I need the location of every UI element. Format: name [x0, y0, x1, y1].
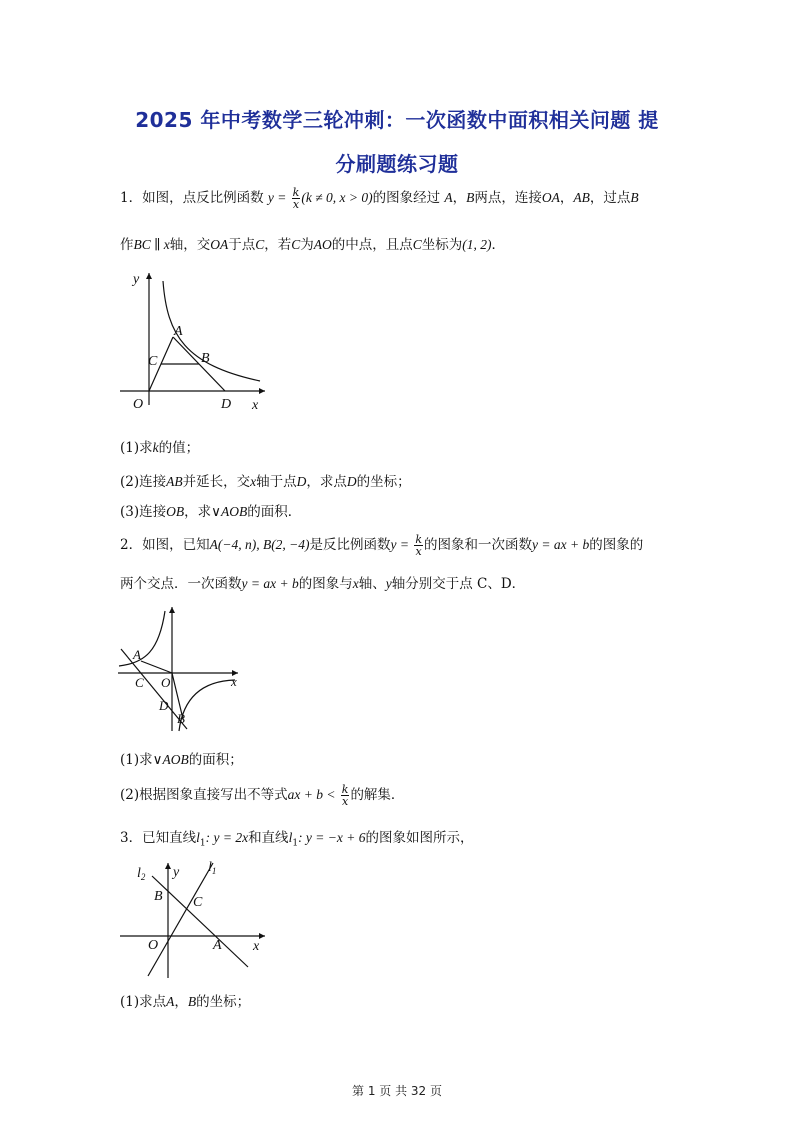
numerator: k [341, 783, 349, 796]
text: 如图，已知 [142, 537, 210, 553]
x-axis-arrow [259, 388, 265, 394]
problem-1-line1: 1．如图，点反比例函数 y = $\frac{k}{x}$ (k ≠ 0, x > 0)的图象经过 A，B两点，连接OA，AB，过点B [120, 186, 639, 211]
text: (2)连接 [120, 474, 167, 490]
text: 的中点，且点 [331, 237, 413, 253]
problem-3-line1 [120, 826, 474, 849]
text: 是反比例函数 [309, 537, 391, 553]
math-linear: y = ax + b [532, 537, 590, 552]
label-B: B [154, 889, 163, 904]
subscript: 1 [292, 838, 299, 849]
label-y: y [133, 272, 140, 287]
math: D [296, 474, 307, 489]
label-l2: $l_2$ [137, 866, 146, 882]
math-points: A(−4, n), B(2, −4) [209, 537, 310, 552]
text: 的面积； [188, 752, 243, 768]
x-axis-arrow [259, 933, 265, 939]
text: 并延长，交 [182, 474, 251, 490]
text: (1)求∨ [120, 752, 163, 768]
text: 的值； [158, 440, 200, 456]
y-axis-arrow [165, 863, 171, 869]
math: x [250, 474, 257, 489]
math: k [152, 440, 159, 455]
math-C: C [255, 237, 265, 252]
math-BC-parallel-x: BC ∥ x [133, 237, 170, 252]
math-C: C [412, 237, 422, 252]
math-l: l [196, 830, 200, 845]
label-x: x [252, 398, 259, 413]
document-title-line1: 2025 年中考数学三轮冲刺：一次函数中面积相关问题 提 [135, 108, 659, 132]
label-D: D [159, 698, 169, 713]
math-coordinate: (1, 2) [462, 237, 492, 252]
problem-1-question-3 [120, 500, 301, 520]
problem-1-question-2 [120, 470, 411, 490]
math-A: A [444, 190, 453, 205]
math: ax + b < [287, 787, 336, 802]
text: 作 [120, 237, 134, 253]
figure-3-two-lines [115, 855, 275, 980]
label-C: C [135, 675, 144, 690]
text: 两个交点．一次函数 [120, 576, 242, 592]
numerator: k [415, 533, 422, 546]
label-C: C [193, 895, 203, 910]
label-x: x [231, 674, 237, 689]
text: ， [174, 994, 188, 1010]
y-axis-arrow [146, 273, 152, 279]
math-B: B [630, 190, 639, 205]
label-B: B [201, 351, 210, 366]
text: 的图象经过 [372, 190, 441, 206]
label-A: A [133, 647, 141, 662]
math: D [346, 474, 357, 489]
math-x: x [352, 576, 359, 591]
math: A [166, 994, 175, 1009]
math: AB [166, 474, 183, 489]
label-A: A [174, 324, 183, 339]
text: 坐标为 [421, 237, 463, 253]
text: 的面积． [247, 504, 302, 520]
denominator: x [292, 198, 300, 211]
math: AOB [162, 752, 189, 767]
fraction-k-over-x [292, 187, 301, 210]
fraction-k-over-x [414, 534, 423, 557]
math-B: B [466, 190, 475, 205]
math-eq2: : y = −x + 6 [298, 830, 366, 845]
text: 于点 [228, 237, 256, 253]
problem-1-question-1 [120, 436, 199, 456]
text: 的坐标； [196, 994, 251, 1010]
math-eq1: : y = 2x [205, 830, 249, 845]
problem-2-line2 [120, 572, 525, 592]
line-l1 [148, 863, 213, 976]
text: 为 [300, 237, 314, 253]
math-C: C [291, 237, 301, 252]
page-footer: 第 1 页 共 32 页 [352, 1084, 442, 1098]
text: 如图，点反比例函数 [142, 190, 264, 206]
denominator: x [341, 795, 349, 808]
problem-number: 1． [120, 190, 143, 206]
text: (1)求 [120, 440, 153, 456]
text: 两点，连接 [474, 190, 542, 206]
text: (1)求点 [120, 994, 167, 1010]
label-x: x [253, 939, 260, 954]
text: 轴于点 [256, 474, 297, 490]
problem-2-line1 [120, 533, 643, 557]
problem-2-question-2 [120, 783, 404, 807]
figure-1-hyperbola [115, 265, 275, 415]
text: 已知直线 [142, 830, 197, 846]
subscript: 1 [199, 838, 206, 849]
label-O: O [148, 938, 159, 953]
text: ，求点 [306, 474, 347, 490]
text: 的图象的 [589, 537, 644, 553]
denominator: x [415, 545, 422, 558]
text: 轴、 [358, 576, 386, 592]
text: ，若 [264, 237, 292, 253]
math-condition: (k ≠ 0, x > 0) [301, 190, 373, 205]
math-l: l [288, 830, 293, 845]
fraction-k-over-x [341, 784, 350, 807]
label-O: O [161, 675, 171, 690]
hyperbola-branch-4 [179, 680, 235, 731]
text: (3)连接 [120, 504, 167, 520]
label-B: B [177, 711, 185, 726]
segment-OA [141, 661, 172, 673]
problem-number: 3． [120, 830, 143, 846]
math: OB [166, 504, 185, 519]
document-title-line2: 分刷题练习题 [335, 152, 459, 176]
label-C: C [148, 354, 158, 369]
text: (2)根据图象直接写出不等式 [120, 787, 288, 803]
math-OA: OA [210, 237, 229, 252]
text: ． [491, 237, 506, 253]
math-y: y = [267, 190, 287, 205]
math: AOB [221, 504, 248, 519]
math-y: y [385, 576, 392, 591]
math-linear: y = ax + b [241, 576, 299, 591]
problem-2-question-1 [120, 748, 243, 768]
text: 和直线 [248, 830, 289, 846]
y-axis-arrow [169, 607, 175, 613]
label-y: y [173, 865, 180, 880]
math-AB: AB [573, 190, 590, 205]
text: 轴，交 [169, 237, 211, 253]
text: 的图象和一次函数 [424, 537, 532, 553]
text: 的解集． [350, 787, 405, 803]
text: ，过点 [589, 190, 631, 206]
label-D: D [221, 397, 232, 412]
text: 的坐标； [356, 474, 411, 490]
problem-number: 2． [120, 537, 143, 553]
problem-3-question-1 [120, 990, 250, 1010]
label-l1: $l_1$ [208, 860, 217, 876]
label-O: O [133, 397, 144, 412]
figure-2-hyperbola-line [113, 603, 248, 733]
line-l2 [152, 876, 248, 967]
problem-1-line2 [120, 233, 505, 253]
numerator: k [292, 186, 300, 199]
math: B [187, 994, 197, 1009]
math-AO: AO [313, 237, 332, 252]
text: ，求∨ [184, 504, 222, 520]
text: 的图象与 [298, 576, 353, 592]
text: 轴分别交于点 C、D． [391, 576, 526, 592]
text: 的图象如图所示， [365, 830, 474, 846]
math-y: y = [390, 537, 410, 552]
math-OA: OA [541, 190, 560, 205]
label-A: A [213, 938, 222, 953]
hyperbola-branch-2 [119, 611, 165, 666]
